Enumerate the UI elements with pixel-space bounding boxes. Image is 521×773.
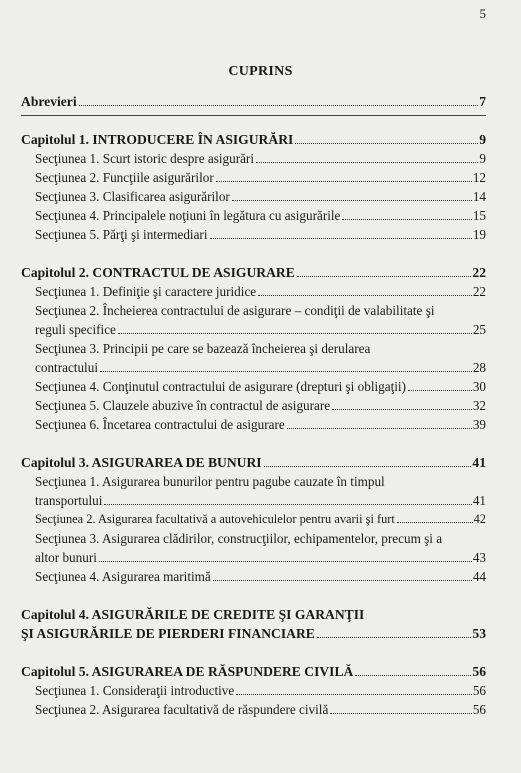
toc-section[interactable]: Secţiunea 5. Clauzele abuzive în contractul de asigurare 32 bbox=[35, 398, 486, 413]
toc-section[interactable]: Secţiunea 4. Principalele noţiuni în legătura cu asigurările 15 bbox=[35, 208, 486, 223]
toc-section[interactable]: contractului 28 bbox=[35, 360, 486, 375]
toc-section-line1[interactable]: Secţiunea 3. Asigurarea clădirilor, construcţiilor, echipamentelor, precum şi a bbox=[35, 531, 443, 546]
toc-section[interactable]: Secţiunea 2. Funcţiile asigurărilor 12 bbox=[35, 170, 486, 185]
toc-section[interactable]: Secţiunea 2. Asigurarea facultativă de răspundere civilă 56 bbox=[35, 702, 486, 717]
toc-section[interactable]: Secţiunea 1. Definiţie şi caractere juridice 22 bbox=[35, 284, 486, 299]
toc-entry-abrevieri[interactable]: Abrevieri 7 bbox=[21, 94, 486, 109]
toc-chapter-4-line1[interactable]: Capitolul 4. ASIGURĂRILE DE CREDITE ŞI GARANŢII bbox=[21, 607, 365, 622]
toc-section[interactable]: Secţiunea 2. Asigurarea facultativă a autovehiculelor pentru avarii şi furt 42 bbox=[35, 512, 486, 526]
toc-section[interactable]: Secţiunea 5. Părţi şi intermediari 19 bbox=[35, 227, 486, 242]
page-number: 5 bbox=[479, 6, 486, 21]
toc-section[interactable]: Secţiunea 1. Scurt istoric despre asigurări 9 bbox=[35, 151, 486, 166]
toc-section[interactable]: Secţiunea 1. Consideraţii introductive 56 bbox=[35, 683, 486, 698]
toc-chapter-4[interactable]: ŞI ASIGURĂRILE DE PIERDERI FINANCIARE 53 bbox=[21, 626, 486, 641]
toc-section[interactable]: Secţiunea 4. Conţinutul contractului de asigurare (drepturi şi obligaţii) 30 bbox=[35, 379, 486, 394]
toc-chapter-3[interactable]: Capitolul 3. ASIGURAREA DE BUNURI 41 bbox=[21, 455, 486, 470]
toc-chapter-5[interactable]: Capitolul 5. ASIGURAREA DE RĂSPUNDERE CIVILĂ 56 bbox=[21, 664, 486, 679]
toc-section-line1[interactable]: Secţiunea 2. Încheierea contractului de asigurare – condiţii de valabilitate şi bbox=[35, 303, 435, 318]
toc-section[interactable]: reguli specifice 25 bbox=[35, 322, 486, 337]
toc-section[interactable]: altor bunuri 43 bbox=[35, 550, 486, 565]
toc-section[interactable]: Secţiunea 6. Încetarea contractului de asigurare 39 bbox=[35, 417, 486, 432]
toc-section[interactable]: Secţiunea 3. Clasificarea asigurărilor 14 bbox=[35, 189, 486, 204]
toc-chapter-1[interactable]: Capitolul 1. INTRODUCERE ÎN ASIGURĂRI 9 bbox=[21, 132, 486, 147]
table-of-contents bbox=[21, 92, 486, 719]
toc-section-line1[interactable]: Secţiunea 3. Principii pe care se bazează încheierea şi derularea bbox=[35, 341, 371, 356]
toc-section[interactable]: transportului 41 bbox=[35, 493, 486, 508]
toc-section-line1[interactable]: Secţiunea 1. Asigurarea bunurilor pentru pagube cauzate în timpul bbox=[35, 474, 385, 489]
toc-chapter-2[interactable]: Capitolul 2. CONTRACTUL DE ASIGURARE 22 bbox=[21, 265, 486, 280]
toc-title: CUPRINS bbox=[228, 64, 293, 79]
toc-section[interactable]: Secţiunea 4. Asigurarea maritimă 44 bbox=[35, 569, 486, 584]
